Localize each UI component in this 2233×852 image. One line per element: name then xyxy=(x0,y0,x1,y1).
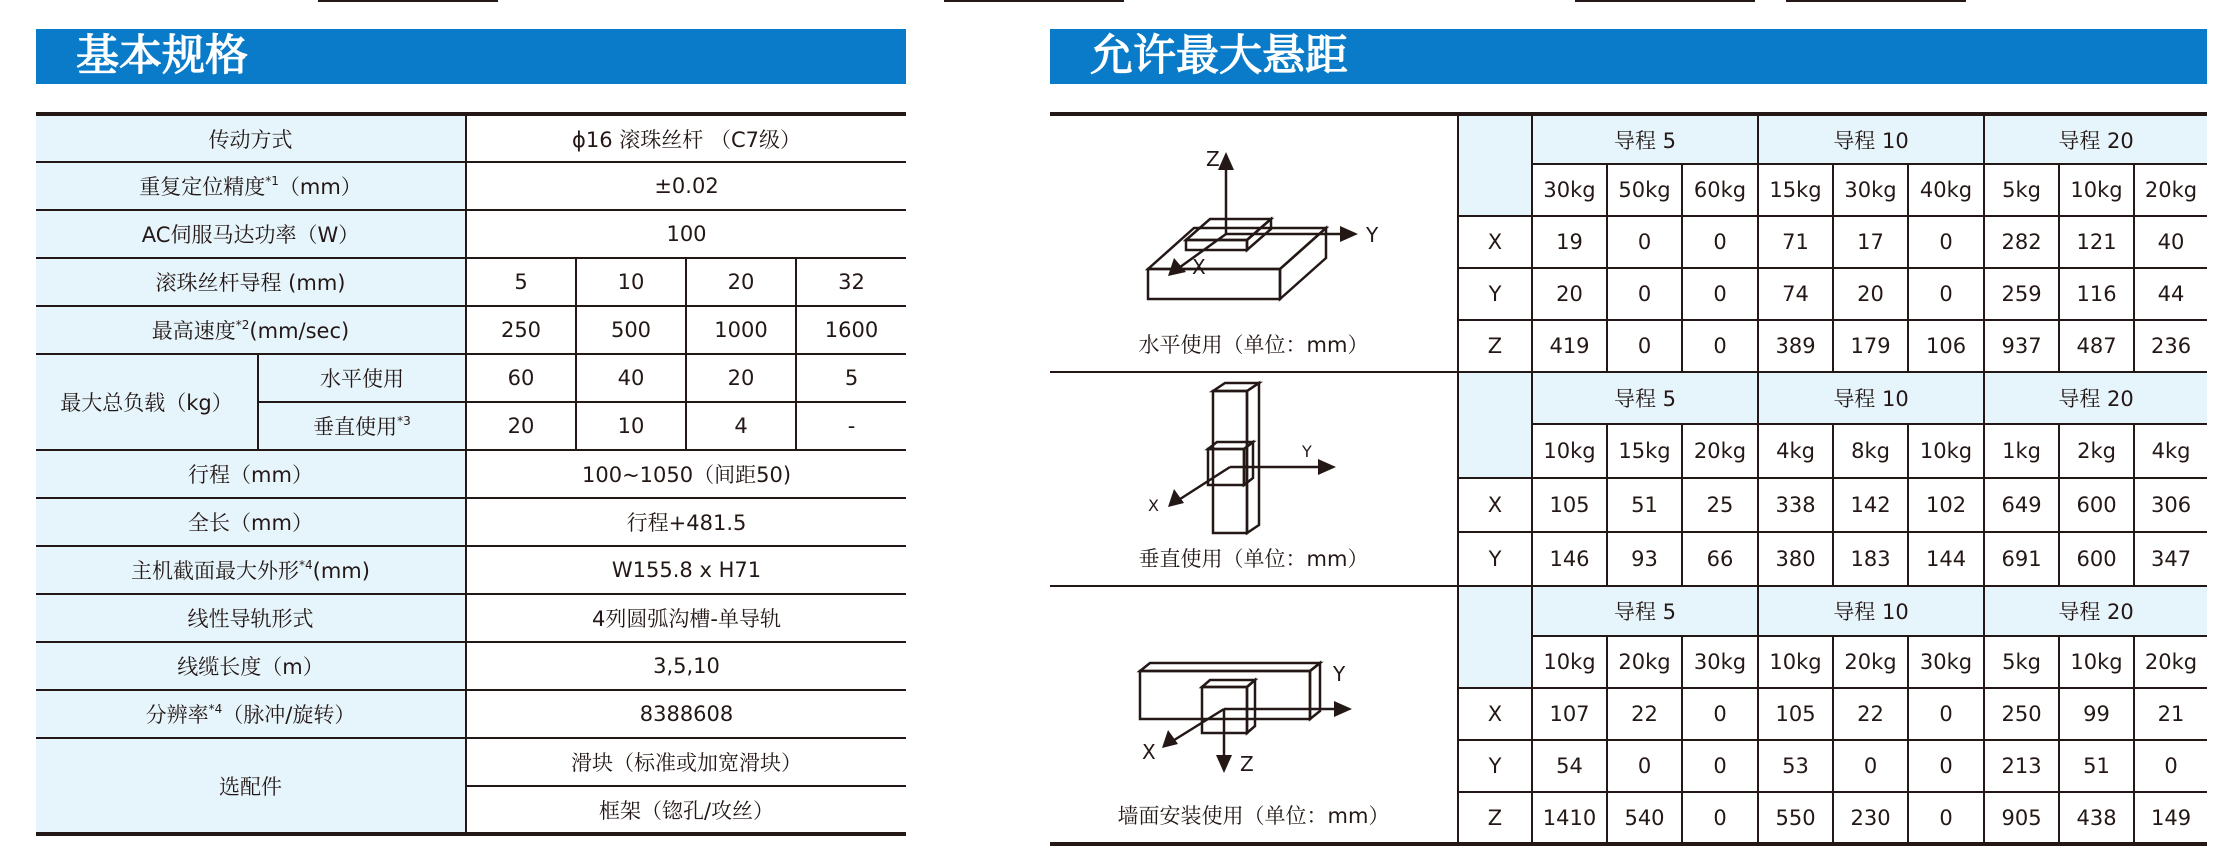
value-cell: 550 xyxy=(1758,792,1833,844)
value-cell: 0 xyxy=(1908,792,1984,844)
row-repeatability xyxy=(36,162,906,210)
axis-header-blank xyxy=(1458,114,1532,216)
value-cell: 905 xyxy=(1984,792,2059,844)
horizontal-lead-row xyxy=(1050,114,2207,164)
load-header: 20kg xyxy=(1607,636,1682,688)
load-header: 20kg xyxy=(2134,636,2207,688)
value-cell: 213 xyxy=(1984,740,2059,792)
value-cell: 282 xyxy=(1984,216,2059,268)
value-cell: 22 xyxy=(1607,688,1682,740)
payload-horizontal-value: 5 xyxy=(796,354,906,402)
value-cell: 306 xyxy=(2134,478,2207,532)
value-cell: 0 xyxy=(1607,268,1682,320)
value-cell: 149 xyxy=(2134,792,2207,844)
value-cell: 0 xyxy=(1607,740,1682,792)
value-cell: 1410 xyxy=(1532,792,1607,844)
value-cell: 389 xyxy=(1758,320,1833,372)
top-rule xyxy=(1786,0,1966,2)
value-cell: 105 xyxy=(1532,478,1607,532)
row-drive xyxy=(36,114,906,162)
load-header: 15kg xyxy=(1758,164,1833,216)
value-cell: 20 xyxy=(1532,268,1607,320)
row-max-speed xyxy=(36,306,906,354)
lead-header: 导程 20 xyxy=(1984,586,2207,636)
axis-label: X xyxy=(1458,216,1532,268)
row-payload-horizontal xyxy=(36,354,906,402)
wall-caption: 墙面安装使用（单位：mm） xyxy=(1117,804,1390,828)
lead-header: 导程 10 xyxy=(1758,372,1984,424)
load-header: 30kg xyxy=(1833,164,1908,216)
lead-header: 导程 5 xyxy=(1532,372,1758,424)
value-cell: 0 xyxy=(2134,740,2207,792)
axis-label: Y xyxy=(1458,532,1532,586)
load-header: 5kg xyxy=(1984,164,2059,216)
load-header: 20kg xyxy=(2134,164,2207,216)
row-stroke xyxy=(36,450,906,498)
payload-horizontal-value: 40 xyxy=(576,354,686,402)
lead-header: 导程 20 xyxy=(1984,372,2207,424)
top-rule xyxy=(944,0,1124,2)
overhang-heading: 允许最大悬距 xyxy=(1050,29,2207,84)
value-cell: 649 xyxy=(1984,478,2059,532)
load-header: 40kg xyxy=(1908,164,1984,216)
value-cell: 179 xyxy=(1833,320,1908,372)
value-cell: 0 xyxy=(1908,740,1984,792)
max-speed-value: 1600 xyxy=(796,306,906,354)
value-cell: 44 xyxy=(2134,268,2207,320)
value-cell: 0 xyxy=(1682,792,1758,844)
load-header: 10kg xyxy=(1532,424,1607,478)
value-cell: 0 xyxy=(1607,216,1682,268)
value-cell: 0 xyxy=(1908,268,1984,320)
value-cell: 183 xyxy=(1833,532,1908,586)
max-payload-label: 最大总负载（kg） xyxy=(36,354,258,450)
value-cell: 380 xyxy=(1758,532,1833,586)
fig-label-y: Y xyxy=(1302,442,1312,461)
row-motor-power xyxy=(36,210,906,258)
value-cell: 93 xyxy=(1607,532,1682,586)
max-speed-value: 500 xyxy=(576,306,686,354)
repeatability-label: 重复定位精度$^{*1}$（mm） xyxy=(36,162,466,210)
axis-label: Z xyxy=(1458,792,1532,844)
repeatability-value: ±0.02 xyxy=(466,162,906,210)
load-header: 30kg xyxy=(1682,636,1758,688)
axis-label: X xyxy=(1458,478,1532,532)
payload-vertical-value: 4 xyxy=(686,402,796,450)
fig-label-z: Z xyxy=(1240,752,1254,776)
value-cell: 17 xyxy=(1833,216,1908,268)
value-cell: 0 xyxy=(1908,688,1984,740)
horizontal-figure xyxy=(1050,114,1458,372)
value-cell: 53 xyxy=(1758,740,1833,792)
horizontal-caption: 水平使用（单位：mm） xyxy=(1138,333,1369,357)
lead-header: 导程 10 xyxy=(1758,114,1984,164)
value-cell: 438 xyxy=(2059,792,2134,844)
value-cell: 116 xyxy=(2059,268,2134,320)
value-cell: 250 xyxy=(1984,688,2059,740)
value-cell: 540 xyxy=(1607,792,1682,844)
value-cell: 51 xyxy=(1607,478,1682,532)
cable-value: 3,5,10 xyxy=(466,642,906,690)
load-header: 20kg xyxy=(1682,424,1758,478)
lead-value: 32 xyxy=(796,258,906,306)
payload-vertical-value: - xyxy=(796,402,906,450)
value-cell: 25 xyxy=(1682,478,1758,532)
row-total-length xyxy=(36,498,906,546)
total-length-label: 全长（mm） xyxy=(36,498,466,546)
value-cell: 0 xyxy=(1682,268,1758,320)
resolution-value: 8388608 xyxy=(466,690,906,738)
value-cell: 0 xyxy=(1908,216,1984,268)
load-header: 4kg xyxy=(2134,424,2207,478)
value-cell: 121 xyxy=(2059,216,2134,268)
value-cell: 0 xyxy=(1682,688,1758,740)
value-cell: 20 xyxy=(1833,268,1908,320)
load-header: 30kg xyxy=(1908,636,1984,688)
payload-horizontal-value: 60 xyxy=(466,354,576,402)
lead-value: 20 xyxy=(686,258,796,306)
motor-power-value: 100 xyxy=(466,210,906,258)
load-header: 4kg xyxy=(1758,424,1833,478)
row-resolution xyxy=(36,690,906,738)
total-length-value: 行程+481.5 xyxy=(466,498,906,546)
value-cell: 74 xyxy=(1758,268,1833,320)
options-label: 选配件 xyxy=(36,738,466,834)
lead-header: 导程 5 xyxy=(1532,586,1758,636)
fig-label-y: Y xyxy=(1333,662,1346,686)
lead-header: 导程 5 xyxy=(1532,114,1758,164)
value-cell: 937 xyxy=(1984,320,2059,372)
value-cell: 338 xyxy=(1758,478,1833,532)
payload-vertical-value: 20 xyxy=(466,402,576,450)
value-cell: 99 xyxy=(2059,688,2134,740)
lead-header: 导程 20 xyxy=(1984,114,2207,164)
overhang-table xyxy=(1050,112,2207,846)
value-cell: 600 xyxy=(2059,532,2134,586)
lead-label: 滚珠丝杆导程 (mm) xyxy=(36,258,466,306)
load-header: 10kg xyxy=(2059,636,2134,688)
options-value: 框架（锪孔/攻丝） xyxy=(466,786,906,834)
load-header: 8kg xyxy=(1833,424,1908,478)
max-speed-value: 1000 xyxy=(686,306,796,354)
resolution-label: 分辨率$^{*4}$（脉冲/旋转） xyxy=(36,690,466,738)
drive-value: ϕ16 滚珠丝杆 （C7级） xyxy=(466,114,906,162)
value-cell: 0 xyxy=(1833,740,1908,792)
value-cell: 40 xyxy=(2134,216,2207,268)
row-section xyxy=(36,546,906,594)
max-speed-label: 最高速度$^{*2}$(mm/sec) xyxy=(36,306,466,354)
payload-vertical-value: 10 xyxy=(576,402,686,450)
guide-value: 4列圆弧沟槽-单导轨 xyxy=(466,594,906,642)
load-header: 60kg xyxy=(1682,164,1758,216)
axis-header-blank xyxy=(1458,586,1532,688)
value-cell: 102 xyxy=(1908,478,1984,532)
value-cell: 0 xyxy=(1682,320,1758,372)
load-header: 1kg xyxy=(1984,424,2059,478)
axis-header-blank xyxy=(1458,372,1532,478)
value-cell: 54 xyxy=(1532,740,1607,792)
row-guide xyxy=(36,594,906,642)
value-cell: 0 xyxy=(1682,740,1758,792)
payload-vertical-label: 垂直使用$^{*3}$ xyxy=(258,402,466,450)
value-cell: 22 xyxy=(1833,688,1908,740)
basic-specs-heading: 基本规格 xyxy=(36,29,906,84)
value-cell: 236 xyxy=(2134,320,2207,372)
fig-label-x: X xyxy=(1142,740,1156,764)
drive-label: 传动方式 xyxy=(36,114,466,162)
fig-label-x: X xyxy=(1192,255,1206,279)
lead-value: 10 xyxy=(576,258,686,306)
value-cell: 259 xyxy=(1984,268,2059,320)
top-rule xyxy=(318,0,498,2)
value-cell: 419 xyxy=(1532,320,1607,372)
value-cell: 0 xyxy=(1607,320,1682,372)
value-cell: 347 xyxy=(2134,532,2207,586)
stroke-label: 行程（mm） xyxy=(36,450,466,498)
load-header: 10kg xyxy=(1908,424,1984,478)
payload-horizontal-label: 水平使用 xyxy=(258,354,466,402)
load-header: 30kg xyxy=(1532,164,1607,216)
value-cell: 144 xyxy=(1908,532,1984,586)
fig-label-z: Z xyxy=(1206,147,1220,171)
section-value: W155.8 x H71 xyxy=(466,546,906,594)
value-cell: 0 xyxy=(1682,216,1758,268)
wall-lead-row xyxy=(1050,586,2207,636)
axis-label: Z xyxy=(1458,320,1532,372)
axis-label: Y xyxy=(1458,740,1532,792)
value-cell: 600 xyxy=(2059,478,2134,532)
top-rule xyxy=(1575,0,1755,2)
load-header: 5kg xyxy=(1984,636,2059,688)
load-header: 2kg xyxy=(2059,424,2134,478)
load-header: 20kg xyxy=(1833,636,1908,688)
vertical-lead-row xyxy=(1050,372,2207,424)
load-header: 15kg xyxy=(1607,424,1682,478)
value-cell: 51 xyxy=(2059,740,2134,792)
row-cable xyxy=(36,642,906,690)
lead-header: 导程 10 xyxy=(1758,586,1984,636)
value-cell: 107 xyxy=(1532,688,1607,740)
wall-figure xyxy=(1050,586,1458,844)
value-cell: 66 xyxy=(1682,532,1758,586)
value-cell: 230 xyxy=(1833,792,1908,844)
cable-label: 线缆长度（m） xyxy=(36,642,466,690)
lead-value: 5 xyxy=(466,258,576,306)
fig-label-x: X xyxy=(1148,496,1159,515)
vertical-caption: 垂直使用（单位：mm） xyxy=(1138,547,1369,571)
value-cell: 71 xyxy=(1758,216,1833,268)
axis-label: Y xyxy=(1458,268,1532,320)
motor-power-label: AC伺服马达功率（W） xyxy=(36,210,466,258)
value-cell: 106 xyxy=(1908,320,1984,372)
value-cell: 487 xyxy=(2059,320,2134,372)
vertical-figure xyxy=(1050,372,1458,586)
value-cell: 105 xyxy=(1758,688,1833,740)
load-header: 50kg xyxy=(1607,164,1682,216)
value-cell: 19 xyxy=(1532,216,1607,268)
max-speed-value: 250 xyxy=(466,306,576,354)
section-label: 主机截面最大外形$^{*4}$(mm) xyxy=(36,546,466,594)
row-options-1 xyxy=(36,738,906,786)
options-value: 滑块（标准或加宽滑块） xyxy=(466,738,906,786)
value-cell: 21 xyxy=(2134,688,2207,740)
axis-label: X xyxy=(1458,688,1532,740)
load-header: 10kg xyxy=(2059,164,2134,216)
payload-horizontal-value: 20 xyxy=(686,354,796,402)
value-cell: 691 xyxy=(1984,532,2059,586)
value-cell: 142 xyxy=(1833,478,1908,532)
basic-specs-table xyxy=(36,112,906,836)
row-lead xyxy=(36,258,906,306)
stroke-value: 100~1050（间距50) xyxy=(466,450,906,498)
fig-label-y: Y xyxy=(1366,223,1379,247)
guide-label: 线性导轨形式 xyxy=(36,594,466,642)
load-header: 10kg xyxy=(1532,636,1607,688)
value-cell: 146 xyxy=(1532,532,1607,586)
load-header: 10kg xyxy=(1758,636,1833,688)
